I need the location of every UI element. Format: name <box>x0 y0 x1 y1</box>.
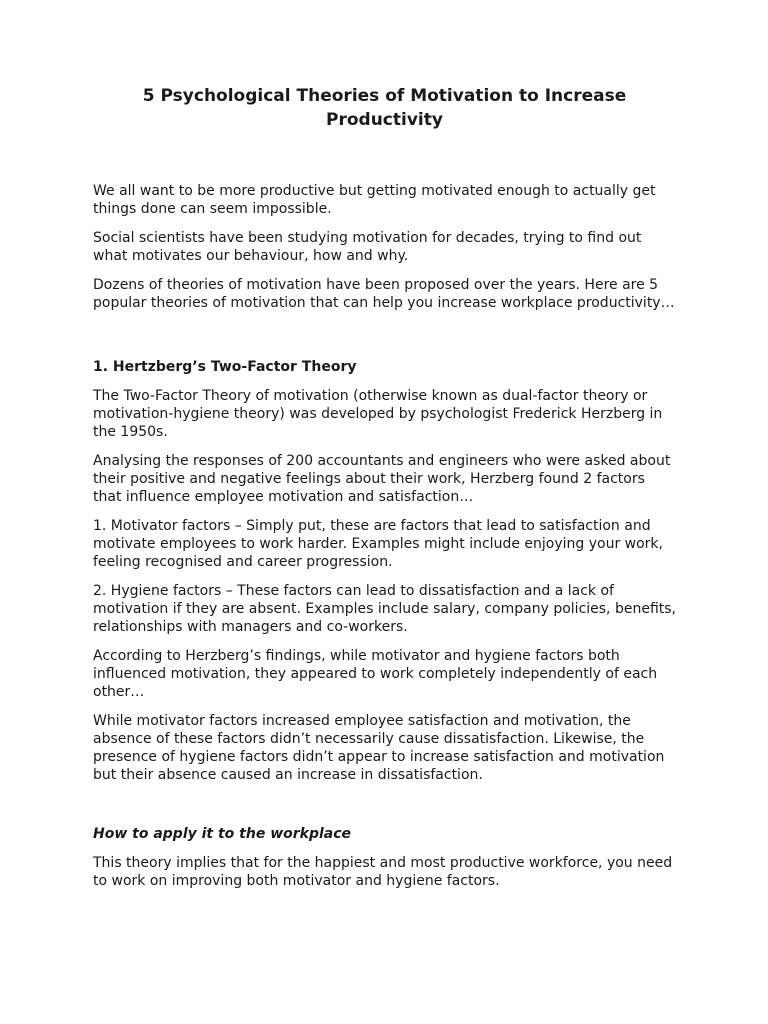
section-paragraph: The Two-Factor Theory of motivation (otherwise known as dual-factor theory or motivation-hygiene theory) was developed by psychologist Frederick Herzberg in the 1950s. <box>93 388 663 440</box>
document-title: 5 Psychological Theories of Motivation to Increase Productivity <box>142 86 627 130</box>
section-heading: 1. Hertzberg’s Two-Factor Theory <box>93 359 357 375</box>
intro-paragraph: Dozens of theories of motivation have been proposed over the years. Here are 5 popular theories of motivation that can help you increase workplace productivity… <box>93 277 675 311</box>
section-paragraph: According to Herzberg’s findings, while motivator and hygiene factors both influenced motivation, they appeared to work completely independently of each other… <box>93 648 658 700</box>
intro-paragraph: Social scientists have been studying motivation for decades, trying to find out what motivates our behaviour, how and why. <box>93 230 642 264</box>
apply-paragraph: This theory implies that for the happiest and most productive workforce, you need to work on improving both motivator and hygiene factors. <box>93 855 673 889</box>
section-paragraph: Analysing the responses of 200 accountants and engineers who were asked about their positive and negative feelings about their work, Herzberg found 2 factors that influence employee motivation and satisfaction… <box>93 453 671 505</box>
intro-paragraph: We all want to be more productive but getting motivated enough to actually get things done can seem impossible. <box>93 183 656 217</box>
section-paragraph: 1. Motivator factors – Simply put, these are factors that lead to satisfaction and motivate employees to work harder. Examples might include enjoying your work, feeling recognised and career progression. <box>93 518 663 570</box>
apply-subheading: How to apply it to the workplace <box>93 826 352 842</box>
section-paragraph: While motivator factors increased employee satisfaction and motivation, the absence of these factors didn’t necessarily cause dissatisfaction. Likewise, the presence of hygiene factors didn’t appear to increase satisfaction and motivation but their absence caused an increase in dissatisfaction. <box>93 713 665 783</box>
section-paragraph: 2. Hygiene factors – These factors can lead to dissatisfaction and a lack of motivation if they are absent. Examples include salary, company policies, benefits, relationships with managers and co-workers. <box>93 583 676 635</box>
